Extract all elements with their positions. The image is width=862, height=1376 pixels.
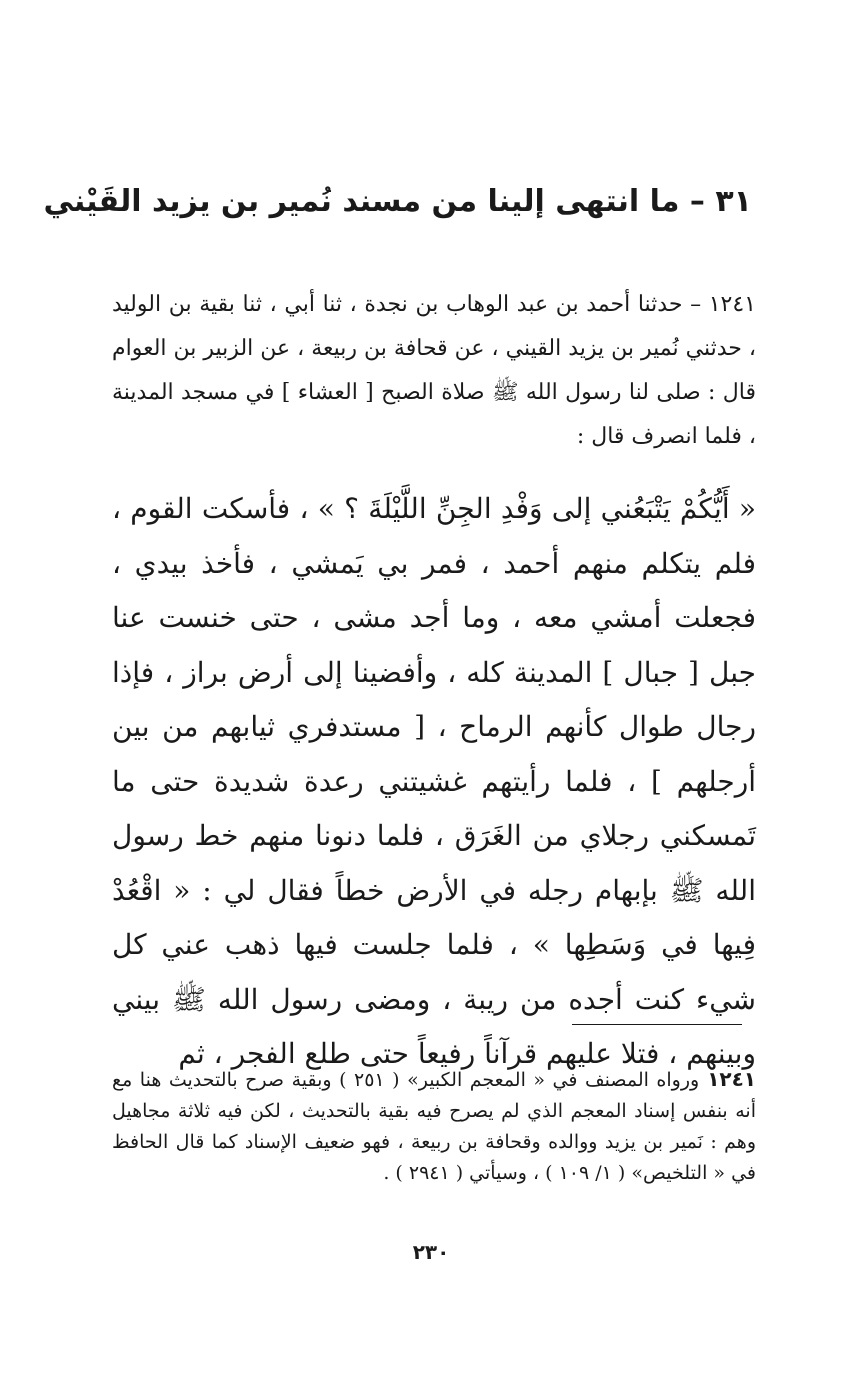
page-number: ٢٣٠ — [412, 1240, 450, 1264]
hadith-matn-paragraph: « أَيُّكُمْ يَتْبَعُني إلى وَفْدِ الجِنِّ اللَّيْلَةَ ؟ » ، فأسكت القوم ، فلم يتكلم منهم أحمد ، فمر بي يَمشي ، فأخذ بيدي ، فجعلت أمشي معه ، وما أجد مشى ، حتى خنست عنا جبل [ جبال ] المدينة كله ، وأفضينا إلى أرض براز ، فإذا رجال طوال كأنهم الرماح ، [ مستدفري ثيابهم من بين أرجلهم ] ، فلما رأيتهم غشيتني رعدة شديدة حتى ما تَمسكني رجلاي من الغَرَق ، فلما دنونا منهم خط رسول الله ﷺ بإبهام رجله في الأرض خطاً فقال لي : « اقْعُدْ فِيها في وَسَطِها » ، فلما جلست فيها ذهب عني كل شيء كنت أجده من ريبة ، ومضى رسول الله ﷺ بيني وبينهم ، فتلا عليهم قرآناً رفيعاً حتى طلع الفجر ، ثم — [112, 492, 756, 1070]
footnote-text: ورواه المصنف في « المعجم الكبير» ( ٢٥١ ) وبقية صرح بالتحديث هنا مع أنه بنفس إسناد المعجم الذي لم يصرح فيه بقية بالتحديث ، لكن فيه ثلاثة مجاهيل وهم : نَمير بن يزيد ووالده وقحافة بن ربيعة ، فهو ضعيف الإسناد كما قال الحافظ في « التلخيص» ( ١/ ١٠٩ ) ، وسيأتي ( ٢٩٤١ ) . — [112, 1069, 756, 1184]
footnote-divider — [572, 1024, 742, 1025]
chapter-title: ٣١ – ما انتهى إلينا من مسند نُمير بن يزيد القَيْني — [43, 184, 752, 219]
footnote-number: ١٢٤١ — [707, 1067, 757, 1091]
footnote — [112, 1064, 756, 1189]
hadith-isnad-paragraph: ١٢٤١ – حدثنا أحمد بن عبد الوهاب بن نجدة ، ثنا أبي ، ثنا بقية بن الوليد ، حدثني نُمير بن يزيد القيني ، عن قحافة بن ربيعة ، عن الزبير بن العوام قال : صلى لنا رسول الله ﷺ صلاة الصبح [ العشاء ] في مسجد المدينة ، فلما انصرف قال : — [112, 292, 756, 449]
